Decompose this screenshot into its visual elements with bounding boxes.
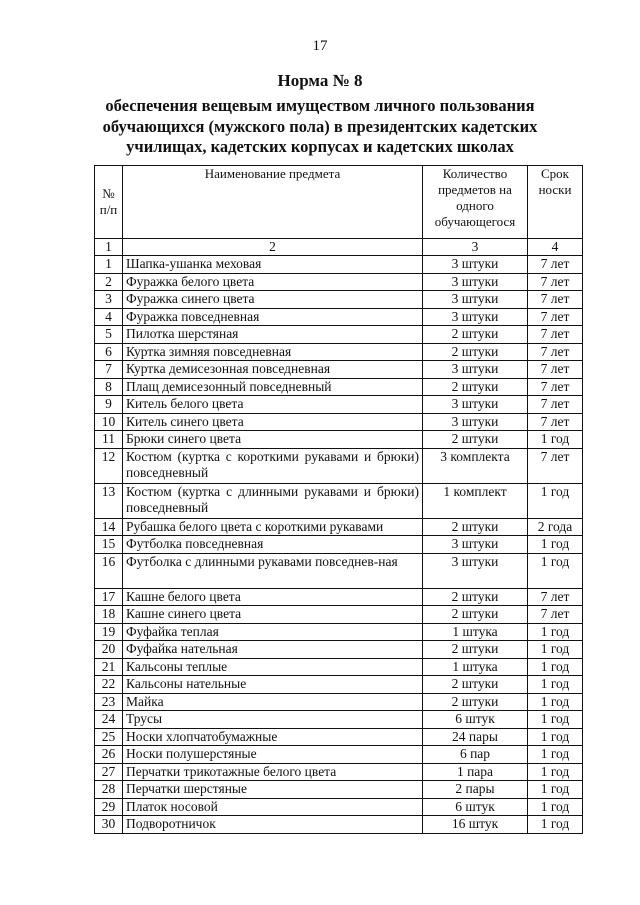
table-header-row [95,166,583,239]
item-name [123,413,423,431]
item-name-text: Костюм (куртка с короткими рукавами и брюки) повседневный [126,448,419,480]
item-name-text: Фуражка синего цвета [126,291,255,306]
item-quantity: 3 штуки [423,273,528,291]
item-name-text: Костюм (куртка с длинными рукавами и брюки) повседневный [126,483,419,515]
table-row [95,256,583,274]
item-quantity: 2 штуки [423,641,528,659]
table-row [95,693,583,711]
item-quantity: 1 пара [423,763,528,781]
table-row [95,623,583,641]
subtitle-line: обучающихся (мужского пола) в президентских кадетских [102,116,538,136]
row-number: 15 [95,536,123,554]
item-name-text: Кашне белого цвета [126,588,241,604]
row-number: 4 [95,308,123,326]
row-number: 14 [95,518,123,536]
table-row [95,728,583,746]
item-name [123,483,423,518]
table-row [95,396,583,414]
item-term: 1 год [528,746,583,764]
item-quantity: 24 пары [423,728,528,746]
item-name-text: Китель белого цвета [126,396,244,411]
table-row [95,641,583,659]
item-term: 1 год [528,763,583,781]
item-name-text: Фуражка белого цвета [126,273,255,289]
column-index: 2 [123,239,423,256]
row-number: 30 [95,816,123,834]
item-term: 1 год [528,553,583,588]
item-term: 1 год [528,483,583,518]
item-name [123,291,423,309]
item-name [123,816,423,834]
header-item-name: Наименование предмета [123,166,423,239]
item-term: 7 лет [528,396,583,414]
table-row [95,711,583,729]
item-name [123,448,423,483]
column-index-row [95,239,583,256]
item-name-text: Кальсоны нательные [126,676,247,691]
item-quantity: 2 штуки [423,378,528,396]
table-row [95,781,583,799]
row-number: 1 [95,256,123,274]
table-row [95,308,583,326]
item-term: 1 год [528,693,583,711]
item-name [123,553,423,588]
row-number: 20 [95,641,123,659]
item-quantity: 3 штуки [423,396,528,414]
row-number: 10 [95,413,123,431]
item-name-text: Брюки синего цвета [126,431,242,446]
header-term: Срок носки [528,166,583,239]
item-name [123,308,423,326]
row-number: 5 [95,326,123,344]
item-name [123,431,423,449]
item-term: 7 лет [528,291,583,309]
item-term: 7 лет [528,606,583,624]
item-name-text: Перчатки трикотажные белого цвета [126,763,337,779]
item-name [123,343,423,361]
item-quantity: 1 штука [423,623,528,641]
item-name [123,711,423,729]
item-quantity: 2 штуки [423,431,528,449]
table-row [95,553,583,588]
table-row [95,798,583,816]
item-quantity: 3 штуки [423,536,528,554]
item-name-text: Платок носовой [126,798,218,814]
item-quantity: 3 штуки [423,256,528,274]
item-name [123,781,423,799]
item-quantity: 1 штука [423,658,528,676]
item-name-text: Футболка с длинными рукавами повседнев-ная [126,553,398,569]
item-name-text: Кашне синего цвета [126,606,242,621]
item-name [123,798,423,816]
item-name-text: Фуфайка теплая [126,623,219,639]
row-number: 11 [95,431,123,449]
item-quantity: 6 штук [423,711,528,729]
item-quantity: 1 комплект [423,483,528,518]
item-quantity: 2 штуки [423,518,528,536]
item-term: 1 год [528,536,583,554]
item-quantity: 2 штуки [423,588,528,606]
row-number: 28 [95,781,123,799]
item-term: 7 лет [528,256,583,274]
item-name [123,256,423,274]
item-quantity: 6 пар [423,746,528,764]
table-row [95,746,583,764]
row-number: 13 [95,483,123,518]
table-row [95,378,583,396]
item-term: 7 лет [528,273,583,291]
item-term: 1 год [528,711,583,729]
row-number: 17 [95,588,123,606]
row-number: 16 [95,553,123,588]
item-term: 7 лет [528,361,583,379]
row-number: 25 [95,728,123,746]
item-name-text: Кальсоны теплые [126,658,228,674]
header-number-symbol: № [102,186,115,201]
row-number: 8 [95,378,123,396]
item-name-text: Пилотка шерстяная [126,326,239,341]
header-number-abbr: п/п [99,202,118,217]
page-number: 17 [312,38,328,54]
row-number: 27 [95,763,123,781]
item-quantity: 2 штуки [423,343,528,361]
header-quantity: Количество предметов на одного обучающегося [423,166,528,239]
row-number: 3 [95,291,123,309]
row-number: 22 [95,676,123,694]
item-quantity: 2 штуки [423,606,528,624]
row-number: 26 [95,746,123,764]
table-row [95,431,583,449]
table-row [95,518,583,536]
item-quantity: 2 штуки [423,693,528,711]
item-name [123,396,423,414]
row-number: 24 [95,711,123,729]
item-term: 1 год [528,431,583,449]
table-row [95,326,583,344]
table-row [95,536,583,554]
item-name [123,518,423,536]
item-term: 1 год [528,623,583,641]
item-name [123,746,423,764]
table-row [95,291,583,309]
item-term: 1 год [528,641,583,659]
item-name [123,378,423,396]
row-number: 18 [95,606,123,624]
item-term: 1 год [528,798,583,816]
subtitle-line: училищах, кадетских корпусах и кадетских школах [126,137,514,156]
item-name [123,763,423,781]
table-row [95,413,583,431]
subtitle-line: обеспечения вещевым имуществом личного пользования [105,96,535,115]
item-name-text: Носки хлопчатобумажные [126,728,278,744]
item-term: 1 год [528,676,583,694]
item-term: 7 лет [528,308,583,326]
item-quantity: 16 штук [423,816,528,834]
item-name [123,641,423,659]
item-quantity: 3 штуки [423,291,528,309]
row-number: 9 [95,396,123,414]
item-name [123,693,423,711]
row-number: 19 [95,623,123,641]
item-name-text: Носки полушерстяные [126,746,257,761]
table-row [95,606,583,624]
item-quantity: 2 пары [423,781,528,799]
item-quantity: 3 штуки [423,413,528,431]
item-name-text: Рубашка белого цвета с короткими рукавами [126,518,384,534]
item-name-text: Перчатки шерстяные [126,781,247,796]
norm-table [94,165,583,834]
item-term: 1 год [528,728,583,746]
item-name-text: Шапка-ушанка меховая [126,256,262,271]
item-name [123,606,423,624]
item-term: 7 лет [528,326,583,344]
item-name [123,326,423,344]
item-name-text: Плащ демисезонный повседневный [126,378,332,394]
item-name [123,536,423,554]
document-subtitle [60,96,580,158]
item-term: 7 лет [528,448,583,483]
row-number: 23 [95,693,123,711]
row-number: 12 [95,448,123,483]
item-name-text: Китель синего цвета [126,413,244,429]
row-number: 6 [95,343,123,361]
item-name [123,588,423,606]
item-name [123,728,423,746]
document-title: Норма № 8 [277,71,363,90]
item-quantity: 6 штук [423,798,528,816]
table-row [95,658,583,676]
item-quantity: 3 штуки [423,308,528,326]
table-row [95,676,583,694]
column-index: 4 [528,239,583,256]
table-row [95,448,583,483]
item-name-text: Майка [126,693,164,709]
table-row [95,483,583,518]
table-row [95,816,583,834]
row-number: 7 [95,361,123,379]
table-row [95,361,583,379]
item-name-text: Фуфайка нательная [126,641,238,656]
item-name-text: Подворотничок [126,816,216,831]
item-name-text: Трусы [126,711,163,726]
item-term: 1 год [528,781,583,799]
item-name [123,273,423,291]
item-quantity: 3 штуки [423,553,528,588]
item-quantity: 2 штуки [423,676,528,694]
column-index: 1 [95,239,123,256]
header-number [95,166,123,239]
row-number: 21 [95,658,123,676]
item-quantity: 3 комплекта [423,448,528,483]
item-term: 7 лет [528,378,583,396]
item-quantity: 3 штуки [423,361,528,379]
item-term: 2 года [528,518,583,536]
item-term: 1 год [528,658,583,676]
item-name-text: Куртка зимняя повседневная [126,343,292,359]
table-row [95,273,583,291]
item-name-text: Куртка демисезонная повседневная [126,361,331,376]
item-name [123,623,423,641]
item-term: 1 год [528,816,583,834]
item-name [123,676,423,694]
column-index: 3 [423,239,528,256]
item-term: 7 лет [528,343,583,361]
row-number: 29 [95,798,123,816]
item-name-text: Фуражка повседневная [126,308,260,324]
table-row [95,588,583,606]
item-name-text: Футболка повседневная [126,536,264,551]
table-row [95,763,583,781]
item-name [123,658,423,676]
item-name [123,361,423,379]
row-number: 2 [95,273,123,291]
table-row [95,343,583,361]
item-quantity: 2 штуки [423,326,528,344]
item-term: 7 лет [528,588,583,606]
item-term: 7 лет [528,413,583,431]
